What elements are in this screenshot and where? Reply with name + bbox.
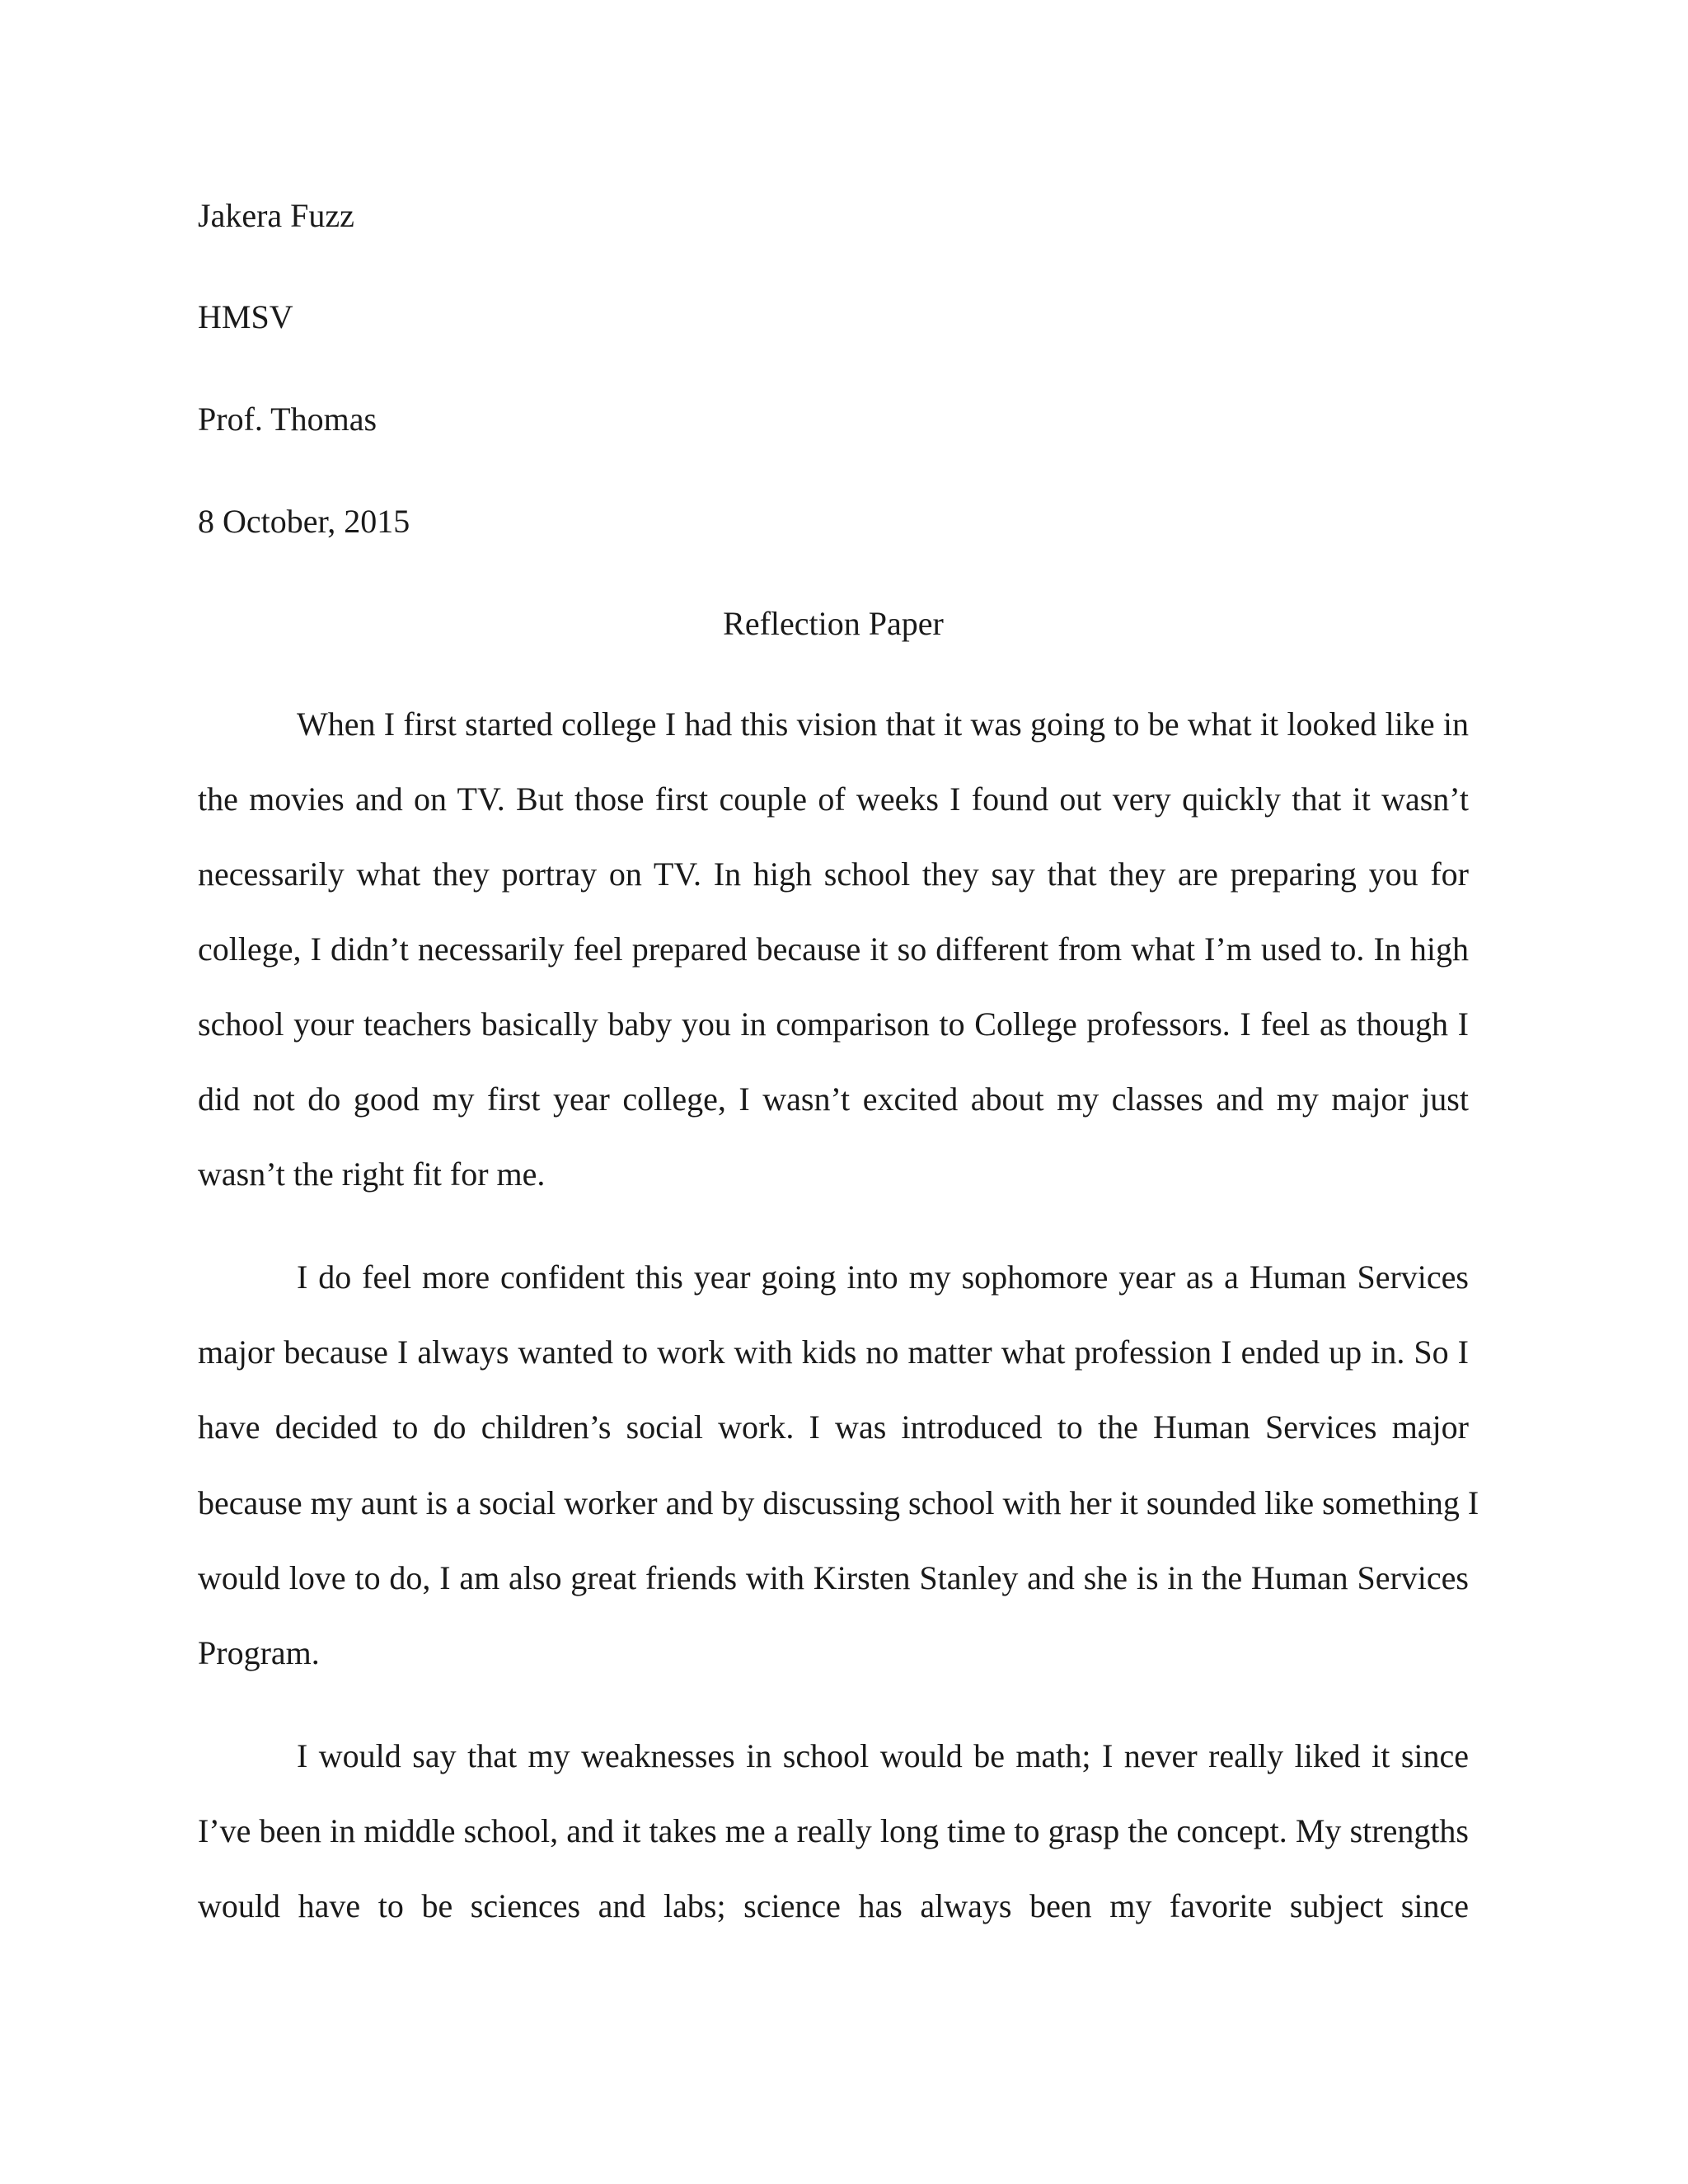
professor-name: Prof. Thomas <box>198 401 377 438</box>
paragraph-2-line-2: major because I always wanted to work with kids no matter what profession I ended up in. So I <box>198 1333 1469 1371</box>
paragraph-2-line-5: would love to do, I am also great friends with Kirsten Stanley and she is in the Human Services <box>198 1559 1469 1596</box>
paragraph-2-line-4: because my aunt is a social worker and by discussing school with her it sounded like something I <box>198 1484 1479 1521</box>
page-title: Reflection Paper <box>723 605 944 642</box>
paragraph-1-line-5: school your teachers basically baby you in comparison to College professors. I feel as though I <box>198 1005 1469 1043</box>
document-date: 8 October, 2015 <box>198 503 410 540</box>
paragraph-1-line-6: did not do good my first year college, I wasn’t excited about my classes and my major just <box>198 1080 1469 1118</box>
paragraph-3-line-2: I’ve been in middle school, and it takes me a really long time to grasp the concept. My strengths <box>198 1812 1469 1849</box>
paragraph-1-line-4: college, I didn’t necessarily feel prepared because it so different from what I’m used to. In high <box>198 930 1469 968</box>
paragraph-2-line-1: I do feel more confident this year going into my sophomore year as a Human Services <box>297 1258 1469 1296</box>
paragraph-3-line-1: I would say that my weaknesses in school would be math; I never really liked it since <box>297 1737 1469 1774</box>
paragraph-1-line-7: wasn’t the right fit for me. <box>198 1155 546 1193</box>
author-name: Jakera Fuzz <box>198 197 354 234</box>
course-name: HMSV <box>198 298 293 335</box>
paragraph-1-line-3: necessarily what they portray on TV. In high school they say that they are preparing you for <box>198 855 1469 893</box>
paragraph-1-line-2: the movies and on TV. But those first couple of weeks I found out very quickly that it wasn’t <box>198 780 1469 818</box>
paragraph-2-line-3: have decided to do children’s social work. I was introduced to the Human Services major <box>198 1408 1469 1446</box>
paragraph-2-line-6: Program. <box>198 1634 320 1671</box>
paragraph-3-line-3: would have to be sciences and labs; science has always been my favorite subject since <box>198 1887 1469 1924</box>
paragraph-1-line-1: When I first started college I had this vision that it was going to be what it looked like in <box>297 705 1469 743</box>
